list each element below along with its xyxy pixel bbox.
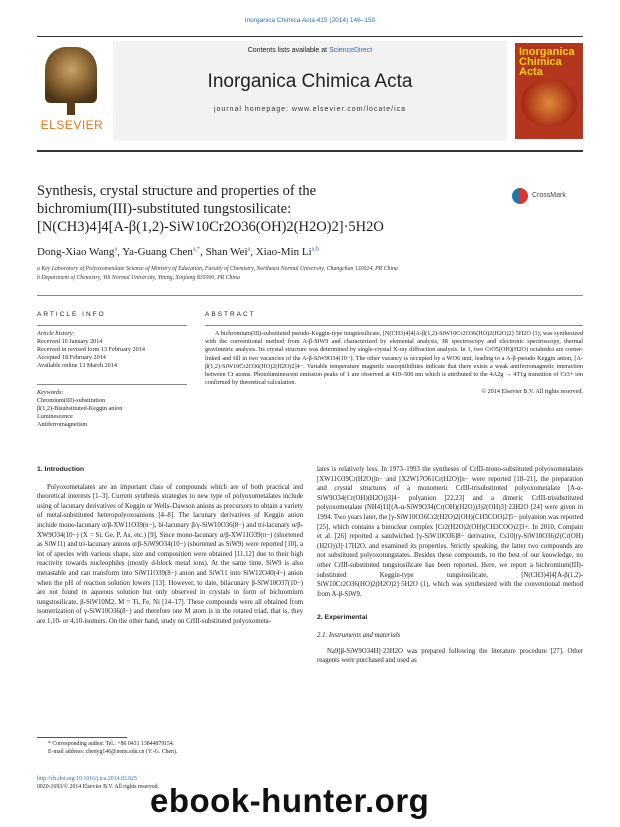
sciencedirect-link[interactable]: ScienceDirect [329,47,373,54]
article-title: Synthesis, crystal structure and properties of the bichromium(III)-substituted tungstosilicate: [N(CH3)4]4[A-β(1,2)-SiW10Cr2O36(OH)2(H2O)2]·5H2O [37,183,384,235]
abstract-heading: ABSTRACT [205,311,256,318]
introduction-text: Polyoxometalates are an important class of compounds which are of both practical and theoretical interests [1–3]. Current synthesis strategies to new type of polyoxometalates include using of lacunary derivatives of Keggin or Wells–Dawson anions as precursors to obtain a variety of metal-substituted heteropolyoxoanions [4–8]. The lacunary derivatives of Keggin anion include mono-lacunary α/β-XW11O39(n−), bi-lacunary β/γ-SiW10O36(8−) and tri-lacunary α/β-XW9O34(10−) (X = Si, Ge, P, As, etc.) [9]. Since mono-lacunary α/β-XW11O39(n−) (shortened as SiW11) and tri-lacunary anions α/β-SiW9O34(10−) (shortened as SiW9) were reported [10], a lot of species with various shape, size and composition were obtained [11,12] due to their high reactivity towards nucleophiles (mostly d-block metal ions). At the same time, SiW9 is also metastable and can transform into SiW11O39(8−) anion and SiW11 into SiW12O40(4−) anion when the pH of reaction solution lowers [13]. However, to date, bilacunary β-SiW10O37(10−) are not found in aqueous solution but only observed in crystals in form of bichromium tungstosilicate, β-SiW10M2, M = Ti, Fe, Ni [14–17]. These compounds were all obtained from isomerization of γ-SiW10O36(8−) and therefore one M atom is in the rotated triad, that is, they are 1,10- or 4,10-isomers. On the other hand, study on CrIII-substituted polyoxometa- [37,483,303,625]
article-info [37,325,187,429]
journal-header [113,41,507,141]
doi-link[interactable]: http://dx.doi.org/10.1016/j.ica.2014.02.025 [37,776,137,782]
author-name[interactable]: Shan Wei [205,246,248,258]
right-column [317,465,583,666]
cover-title: Inorganica Chimica Acta [519,46,575,78]
abstract-text: A bichromium(III)-substituted pseudo-Keggin-type tungstosilicate, [N(CH3)4]4[A-β(1,2)-SiW10Cr2O36(HO)2(H2O)2]·5H2O (1), was synthesized with the conventional method from A-β-SiW9 and characterized by elemental analysis, IR spectroscopy and electronic spectroscopy, thermal gravimetric analysis. Its crystal structure was determined by single-crystal X-ray diffraction analysis. In 1, two CrO5(OH)(H2O) octahedra are corner-linked and fill in two vacancies of the A-β-SiW9O34(10−). The other vacancy is occupied by a WO6 unit, leading to a A-β-pseudo Keggin anion, [A-β(1,2)-SiW10Cr2O36(HO)2(H2O)2]4−. Variable temperature magnetic susceptibilities indicate that there exists a weak antiferromagnetic interaction between Cr atoms. Photoluminescent emission peaks of 1 are observed at 410–500 nm which is attributed to the 4A2g → 4T1g transition of Cr3+ ion confirmed by theoretical calculation. [205,330,583,387]
abstract [205,325,583,397]
crossmark-badge[interactable] [512,186,582,216]
affiliation-b: b Department of Chemistry, Yili Normal University, Yining, Xinjiang 835000, PR China [37,275,240,281]
history-item: Received in revised form 13 February 2014 [37,346,145,353]
author-name[interactable]: Ya-Guang Chen [122,246,193,258]
experimental-text: Na9[β-SiW9O34H]·23H2O was prepared following the literature procedure [27]. Other reagents were purchased and used as [317,647,583,665]
keyword: Luminescence [37,413,73,420]
elsevier-tree-icon [45,47,97,103]
author-email[interactable]: E-mail address: chenyg146@nenu.edu.cn (Y.-G. Chen). [48,748,178,755]
left-column [37,465,303,627]
keyword: Antiferromagnetism [37,421,88,428]
watermark: ebook-hunter.org [150,782,430,819]
copyright: © 2014 Elsevier B.V. All rights reserved. [481,388,583,396]
journal-title: Inorganica Chimica Acta [207,71,413,92]
journal-reference[interactable]: Inorganica Chimica Acta 415 (2014) 146–150 [244,17,376,24]
author-name[interactable]: Dong-Xiao Wang [37,246,115,258]
author-list: Dong-Xiao Wang$^a$, Ya-Guang Chen$^{a,*}$, Shan Wei$^a$, Xiao-Min Li$^{a,b}$ [37,246,319,258]
publisher-name: ELSEVIER [40,118,104,132]
history-item: Available online 13 March 2014 [37,362,117,369]
masthead-rule [37,150,583,152]
footnote-rule [37,737,127,738]
affiliation-a: a Key Laboratory of Polyoxometalate Science of Ministry of Education, Faculty of Chemistry, Northeast Normal University, Changchun 130024, PR China [37,266,398,272]
corresponding-author: * Corresponding author. Tel.: +86 0431 13844879154. [48,741,175,747]
crossmark-label: CrossMark [532,192,566,199]
experimental-heading: 2. Experimental [317,614,368,622]
keyword: Chromium(III)-substitution [37,397,106,404]
section-rule [37,295,583,296]
elsevier-logo [37,43,107,139]
introduction-heading: 1. Introduction [37,466,85,473]
history-item: Accepted 18 February 2014 [37,354,106,361]
crossmark-icon [512,188,528,204]
author-name[interactable]: Xiao-Min Li [255,246,312,258]
footnote [48,741,308,756]
issn-line: 0020-1693/© 2014 Elsevier B.V. All rights reserved. [37,783,159,790]
contents-line: Contents lists available at ScienceDirect [247,47,373,54]
journal-homepage[interactable]: journal homepage: www.elsevier.com/locate/ica [213,106,407,113]
journal-cover [515,43,583,139]
history-label: Article history: [37,330,75,337]
cover-decoration [521,79,577,127]
keyword: β(1,2)-Bisubstituted-Keggin anion [37,405,123,412]
introduction-continued: lates is relatively less. In 1973–1993 the syntheses of CrIII-mono-substituted polyoxometalates [XW11O39Cr(H2O)]n− and [X2W17O61Cr(H2O)]n− were reported [18–21], the preparation and crystal structures of a monomeric CrIII-trisubstituted polyoxometalate [A-α-SiW9O34(Cr(OH)(H2O))3]4− polyanion [22,23] and a dimeric CrIII-trisubstituted polyoxometalate (NH4)11[(A-α-SiW9O34(Cr(OH)(H2O))3)2(OH)3]·23H2O [24] were given in 1994. Two years later, the [γ-SiW10O36Cr2(H2O)2(OH)(CH3COO)2]5− polyanion was reported [25], which contains a binuclear complex [Cr2(H2O)2(OH)(CH3COO)2]3+. In 2010, Compain et al. [26] reported a sandwiched [γ-SiW10O36]8− derivative, Cs10[(γ-SiW10O36)2(Cr(OH)(H2O))3]·17H2O, and examined its properties. Strictly speaking, the latter two compounds are not substituted polyoxotungstates. Besides these compounds, to the best of our knowledge, no other CrIII-substituted tungstosilicate has been reported. Here, we report a bichromium(III)-substituted Keggin-type tungstosilicate, [N(CH3)4]4[A-β(1,2)-SiW10Cr2O36(HO)2(H2O)2]·5H2O (1), which was synthesized with the conventional method from A-β-SiW9. [317,466,583,598]
history-item: Received 10 January 2014 [37,338,103,345]
article-info-heading: ARTICLE INFO [37,311,106,318]
keywords-label: Keywords: [37,389,64,396]
masthead [37,36,583,146]
instruments-subheading: 2.1. Instruments and materials [317,631,401,639]
